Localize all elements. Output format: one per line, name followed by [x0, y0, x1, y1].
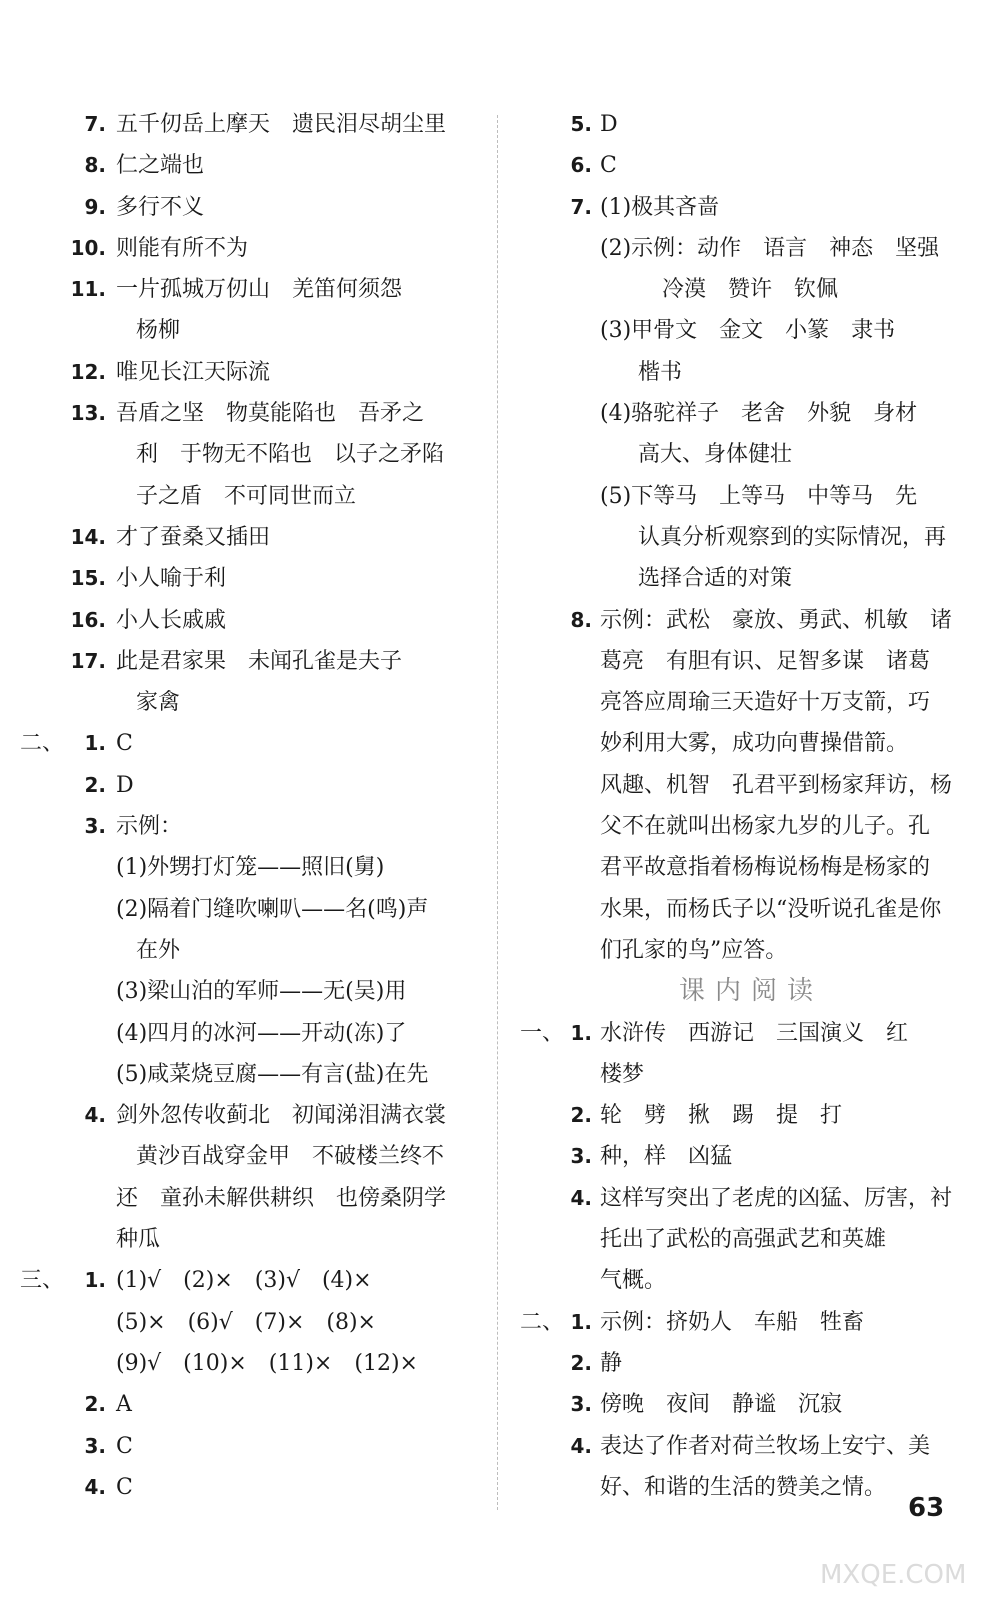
answer-line — [520, 558, 982, 599]
answer-line — [20, 1426, 480, 1467]
answer-line — [20, 228, 480, 269]
answer-line — [520, 1384, 982, 1425]
answer-text: 冷漠 赞许 钦佩 — [662, 277, 839, 303]
answer-line — [520, 269, 982, 310]
answer-line — [520, 1343, 982, 1384]
answer-text: 认真分析观察到的实际情况，再 — [638, 524, 947, 550]
answer-line — [20, 476, 480, 517]
answer-line — [20, 558, 480, 599]
answer-line — [20, 187, 480, 228]
answer-text: 们孔家的鸟”应答。 — [600, 937, 788, 963]
question-number: 9. — [84, 194, 106, 219]
answer-line — [20, 847, 480, 888]
section-marker: 二、 — [520, 1309, 565, 1335]
answer-line — [20, 1219, 480, 1260]
question-number: 6. — [570, 153, 592, 178]
question-number: 2. — [570, 1350, 592, 1375]
answer-text: (2)示例：动作 语言 神态 坚强 — [600, 235, 940, 261]
answer-text: 剑外忽传收蓟北 初闻涕泪满衣裳 — [116, 1103, 447, 1129]
answer-text: 小人长戚戚 — [116, 607, 227, 633]
question-number: 7. — [84, 112, 106, 136]
answer-line — [520, 889, 982, 930]
answer-line — [20, 1013, 480, 1054]
answer-line — [20, 765, 480, 806]
answer-line — [20, 1178, 480, 1219]
answer-text: (5)咸菜烧豆腐——有言(盐)在先 — [116, 1061, 429, 1087]
question-number: 4. — [84, 1103, 106, 1128]
answer-line — [20, 310, 480, 351]
answer-text: 水果，而杨氏子以“没听说孔雀是你 — [600, 896, 942, 922]
answer-line — [20, 682, 480, 723]
section-marker: 一、 — [520, 1020, 565, 1046]
answer-text: 这样写突出了老虎的凶猛、厉害，衬 — [600, 1185, 953, 1211]
answer-text: 子之盾 不可同世而立 — [136, 483, 357, 509]
answer-text: 五千仞岳上摩天 遗民泪尽胡尘里 — [116, 112, 447, 137]
question-number: 1. — [84, 1268, 106, 1293]
question-number: 2. — [570, 1103, 592, 1128]
question-number: 1. — [570, 1020, 592, 1045]
section-marker: 二、 — [20, 731, 65, 757]
section-marker: 三、 — [20, 1268, 65, 1294]
answer-text: 父不在就叫出杨家九岁的儿子。孔 — [600, 814, 931, 840]
answer-text: 黄沙百战穿金甲 不破楼兰终不 — [136, 1144, 445, 1170]
answer-line — [20, 930, 480, 971]
answer-line — [520, 434, 982, 475]
answer-text: 才了蚕桑又插田 — [116, 524, 271, 550]
answer-text: 吾盾之坚 物莫能陷也 吾矛之 — [116, 401, 425, 427]
answer-line — [20, 641, 480, 682]
answer-text: (4)骆驼祥子 老舍 外貌 身材 — [600, 401, 918, 427]
answer-text: 选择合适的对策 — [638, 566, 793, 592]
answer-line — [520, 1302, 982, 1343]
answer-line — [20, 145, 480, 186]
answer-line — [520, 600, 982, 641]
answer-line — [520, 145, 982, 186]
answer-line — [520, 1013, 982, 1054]
answer-text: (4)四月的冰河——开动(冻)了 — [116, 1020, 407, 1046]
answer-line — [20, 1260, 480, 1301]
answer-text: 杨柳 — [136, 318, 181, 344]
answer-text: 示例： — [116, 814, 183, 840]
answer-text: 种瓜 — [116, 1227, 161, 1253]
answer-text: C — [116, 1433, 133, 1459]
watermark-logo — [810, 1478, 990, 1593]
question-number: 2. — [84, 772, 106, 797]
question-number: 2. — [84, 1392, 106, 1417]
section-heading: 课内阅读 — [678, 976, 823, 1007]
answer-text: (1)外甥打灯笼——照旧(舅) — [116, 855, 385, 881]
answer-line — [520, 1178, 982, 1219]
answer-line — [520, 641, 982, 682]
answer-text: 楷书 — [638, 359, 683, 385]
answer-line — [20, 1343, 480, 1384]
answer-line — [520, 847, 982, 888]
answer-line — [20, 1384, 480, 1425]
answer-text: (9)√ (10)× (11)× (12)× — [116, 1350, 418, 1376]
answer-line — [20, 269, 480, 310]
answer-line — [20, 517, 480, 558]
answer-line — [20, 104, 480, 145]
answer-text: (2)隔着门缝吹喇叭——名(鸣)声 — [116, 896, 429, 922]
answer-text: D — [116, 772, 134, 798]
answer-line — [20, 971, 480, 1012]
answer-line — [520, 806, 982, 847]
answer-text: (5)下等马 上等马 中等马 先 — [600, 483, 918, 509]
question-number: 12. — [70, 359, 106, 384]
answer-line — [520, 310, 982, 351]
answer-line — [20, 393, 480, 434]
question-number: 4. — [84, 1474, 106, 1499]
question-number: 5. — [570, 112, 592, 136]
answer-line — [520, 393, 982, 434]
left-column — [20, 104, 480, 1508]
answer-text: 托出了武松的高强武艺和英雄 — [600, 1227, 887, 1253]
answer-text: 好、和谐的生活的赞美之情。 — [600, 1474, 887, 1500]
answer-line — [520, 1219, 982, 1260]
answer-text: 葛亮 有胆有识、足智多谋 诸葛 — [600, 648, 931, 674]
answer-text: 傍晚 夜间 静谧 沉寂 — [600, 1392, 843, 1418]
answer-text: 在外 — [136, 937, 181, 963]
answer-line — [20, 434, 480, 475]
answer-text: 静 — [600, 1350, 623, 1376]
answer-line — [520, 765, 982, 806]
answer-line — [20, 1136, 480, 1177]
answer-line — [20, 806, 480, 847]
answer-text: 高大、身体健壮 — [638, 442, 793, 468]
question-number: 13. — [70, 401, 106, 426]
watermark-text: MXQE.COM — [820, 1560, 967, 1590]
answer-text: 表达了作者对荷兰牧场上安宁、美 — [600, 1433, 931, 1459]
answer-text: (1)√ (2)× (3)√ (4)× — [116, 1268, 372, 1294]
answer-line — [20, 1467, 480, 1508]
answer-text: (3)梁山泊的军师——无(吴)用 — [116, 979, 407, 1005]
answer-text: (3)甲骨文 金文 小篆 隶书 — [600, 318, 896, 344]
question-number: 1. — [570, 1309, 592, 1334]
answer-line — [520, 104, 982, 145]
answer-text: 妙利用大雾，成功向曹操借箭。 — [600, 731, 909, 757]
answer-line — [520, 476, 982, 517]
answer-text: 小人喻于利 — [116, 566, 227, 592]
answer-text: 家禽 — [136, 690, 181, 716]
answer-text: (5)× (6)√ (7)× (8)× — [116, 1309, 376, 1335]
answer-line — [520, 187, 982, 228]
answer-text: C — [600, 153, 617, 179]
answer-line — [520, 1095, 982, 1136]
answer-line — [520, 930, 982, 971]
answer-line — [520, 1426, 982, 1467]
answer-line — [520, 1054, 982, 1095]
question-number: 15. — [70, 566, 106, 591]
answer-line — [520, 228, 982, 269]
column-divider — [497, 115, 498, 1510]
question-number: 11. — [70, 277, 106, 302]
question-number: 3. — [570, 1144, 592, 1169]
answer-text: 气概。 — [600, 1268, 667, 1294]
answer-text: 亮答应周瑜三天造好十万支箭，巧 — [600, 690, 931, 716]
answer-text: A — [116, 1392, 132, 1418]
question-number: 3. — [84, 1433, 106, 1458]
question-number: 4. — [570, 1185, 592, 1210]
question-number: 17. — [70, 648, 106, 673]
answer-line — [20, 600, 480, 641]
answer-text: 还 童孙未解供耕织 也傍桑阴学 — [116, 1185, 447, 1211]
answer-line — [520, 1260, 982, 1301]
answer-text: C — [116, 731, 133, 757]
question-number: 3. — [84, 814, 106, 839]
question-number: 8. — [84, 153, 106, 178]
question-number: 4. — [570, 1433, 592, 1458]
page-number: 63 — [908, 1493, 945, 1523]
answer-text: C — [116, 1474, 133, 1500]
answer-text: 示例：武松 豪放、勇武、机敏 诸 — [600, 607, 953, 633]
question-number: 14. — [70, 524, 106, 549]
question-number: 1. — [84, 731, 106, 756]
answer-text: 君平故意指着杨梅说杨梅是杨家的 — [600, 855, 931, 881]
answer-text: 楼梦 — [600, 1061, 645, 1087]
answer-line — [520, 517, 982, 558]
answer-text: 种，样 凶猛 — [600, 1144, 733, 1170]
answer-text: 多行不义 — [116, 194, 205, 220]
answer-text: 唯见长江天际流 — [116, 359, 271, 385]
answer-text: 轮 劈 揪 踢 提 打 — [600, 1103, 843, 1129]
answer-line — [520, 352, 982, 393]
answer-text: 此是君家果 未闻孔雀是夫子 — [116, 648, 403, 674]
answer-text: 仁之端也 — [116, 153, 205, 179]
question-number: 8. — [570, 607, 592, 632]
answer-line — [20, 1302, 480, 1343]
question-number: 16. — [70, 607, 106, 632]
answer-text: 水浒传 西游记 三国演义 红 — [600, 1020, 909, 1046]
answer-line — [20, 723, 480, 764]
question-number: 10. — [70, 235, 106, 260]
answer-text: (1)极其吝啬 — [600, 194, 720, 220]
answer-text: D — [600, 112, 618, 137]
answer-line — [20, 1095, 480, 1136]
answer-line — [20, 1054, 480, 1095]
answer-line — [20, 889, 480, 930]
question-number: 7. — [570, 194, 592, 219]
right-column — [520, 104, 982, 1508]
answer-text: 一片孤城万仞山 羌笛何须怨 — [116, 277, 403, 303]
answer-line — [20, 352, 480, 393]
answer-line — [520, 1136, 982, 1177]
answer-line — [520, 682, 982, 723]
answer-text: 利 于物无不陷也 以子之矛陷 — [136, 442, 445, 468]
answer-text: 风趣、机智 孔君平到杨家拜访，杨 — [600, 772, 953, 798]
answer-line — [520, 723, 982, 764]
answer-text: 示例：挤奶人 车船 牲畜 — [600, 1309, 865, 1335]
answer-text: 则能有所不为 — [116, 235, 249, 261]
question-number: 3. — [570, 1392, 592, 1417]
